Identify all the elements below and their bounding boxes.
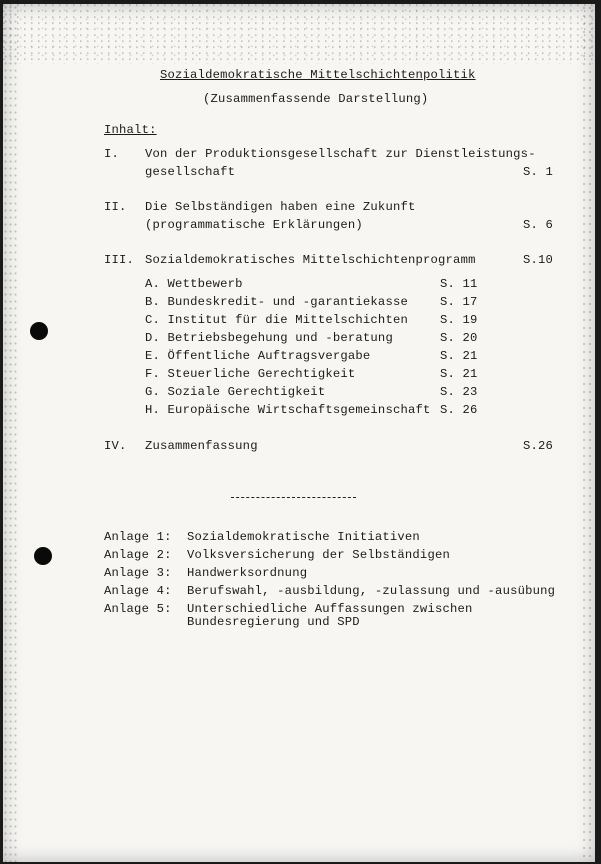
section-title: Sozialdemokratisches Mittelschichtenprogramm — [145, 253, 476, 267]
subsection-page: S. 23 — [440, 385, 478, 399]
scan-noise — [3, 4, 595, 64]
document-page — [3, 4, 595, 862]
section-title-cont: (programmatische Erklärungen) — [145, 218, 363, 232]
section-page: S.10 — [523, 253, 554, 267]
annex-text: Handwerksordnung — [187, 566, 308, 580]
subsection-title: C. Institut für die Mittelschichten — [145, 313, 408, 327]
subsection-page: S. 19 — [440, 313, 478, 327]
subsection-title: D. Betriebsbegehung und -beratung — [145, 331, 393, 345]
annex-text: Unterschiedliche Auffassungen zwischen — [187, 602, 473, 616]
subsection-title: F. Steuerliche Gerechtigkeit — [145, 367, 356, 381]
subsection-page: S. 17 — [440, 295, 478, 309]
section-title: Zusammenfassung — [145, 439, 258, 453]
subsection-title: A. Wettbewerb — [145, 277, 243, 291]
subsection-page: S. 21 — [440, 367, 478, 381]
annex-label: Anlage 1: — [104, 530, 172, 544]
section-title: Von der Produktionsgesellschaft zur Dienstleistungs- — [145, 147, 536, 161]
document-subtitle: (Zusammenfassende Darstellung) — [203, 92, 429, 106]
annex-text-cont: Bundesregierung und SPD — [187, 615, 360, 629]
section-number: III. — [104, 253, 135, 267]
separator-line — [231, 497, 356, 498]
section-page: S. 6 — [523, 218, 554, 232]
subsection-page: S. 11 — [440, 277, 478, 291]
annex-text: Sozialdemokratische Initiativen — [187, 530, 420, 544]
section-number: IV. — [104, 439, 127, 453]
subsection-page: S. 20 — [440, 331, 478, 345]
section-number: II. — [104, 200, 127, 214]
section-title-cont: gesellschaft — [145, 165, 236, 179]
subsection-page: S. 21 — [440, 349, 478, 363]
subsection-title: E. Öffentliche Auftragsvergabe — [145, 349, 371, 363]
section-title: Die Selbständigen haben eine Zukunft — [145, 200, 416, 214]
annex-label: Anlage 5: — [104, 602, 172, 616]
punch-hole-top — [30, 322, 48, 340]
annex-label: Anlage 2: — [104, 548, 172, 562]
toc-heading: Inhalt: — [104, 123, 157, 137]
scan-noise-left — [3, 4, 17, 862]
section-number: I. — [104, 147, 120, 161]
subsection-page: S. 26 — [440, 403, 478, 417]
annex-text: Berufswahl, -ausbildung, -zulassung und -ausübung — [187, 584, 556, 598]
punch-hole-bottom — [34, 547, 52, 565]
annex-text: Volksversicherung der Selbständigen — [187, 548, 450, 562]
document-title: Sozialdemokratische Mittelschichtenpolitik — [160, 68, 476, 82]
annex-label: Anlage 3: — [104, 566, 172, 580]
section-page: S. 1 — [523, 165, 554, 179]
annex-label: Anlage 4: — [104, 584, 172, 598]
subsection-title: G. Soziale Gerechtigkeit — [145, 385, 326, 399]
scan-noise-right — [581, 4, 595, 862]
section-page: S.26 — [523, 439, 554, 453]
subsection-title: B. Bundeskredit- und -garantiekasse — [145, 295, 408, 309]
subsection-title: H. Europäische Wirtschaftsgemeinschaft — [145, 403, 431, 417]
